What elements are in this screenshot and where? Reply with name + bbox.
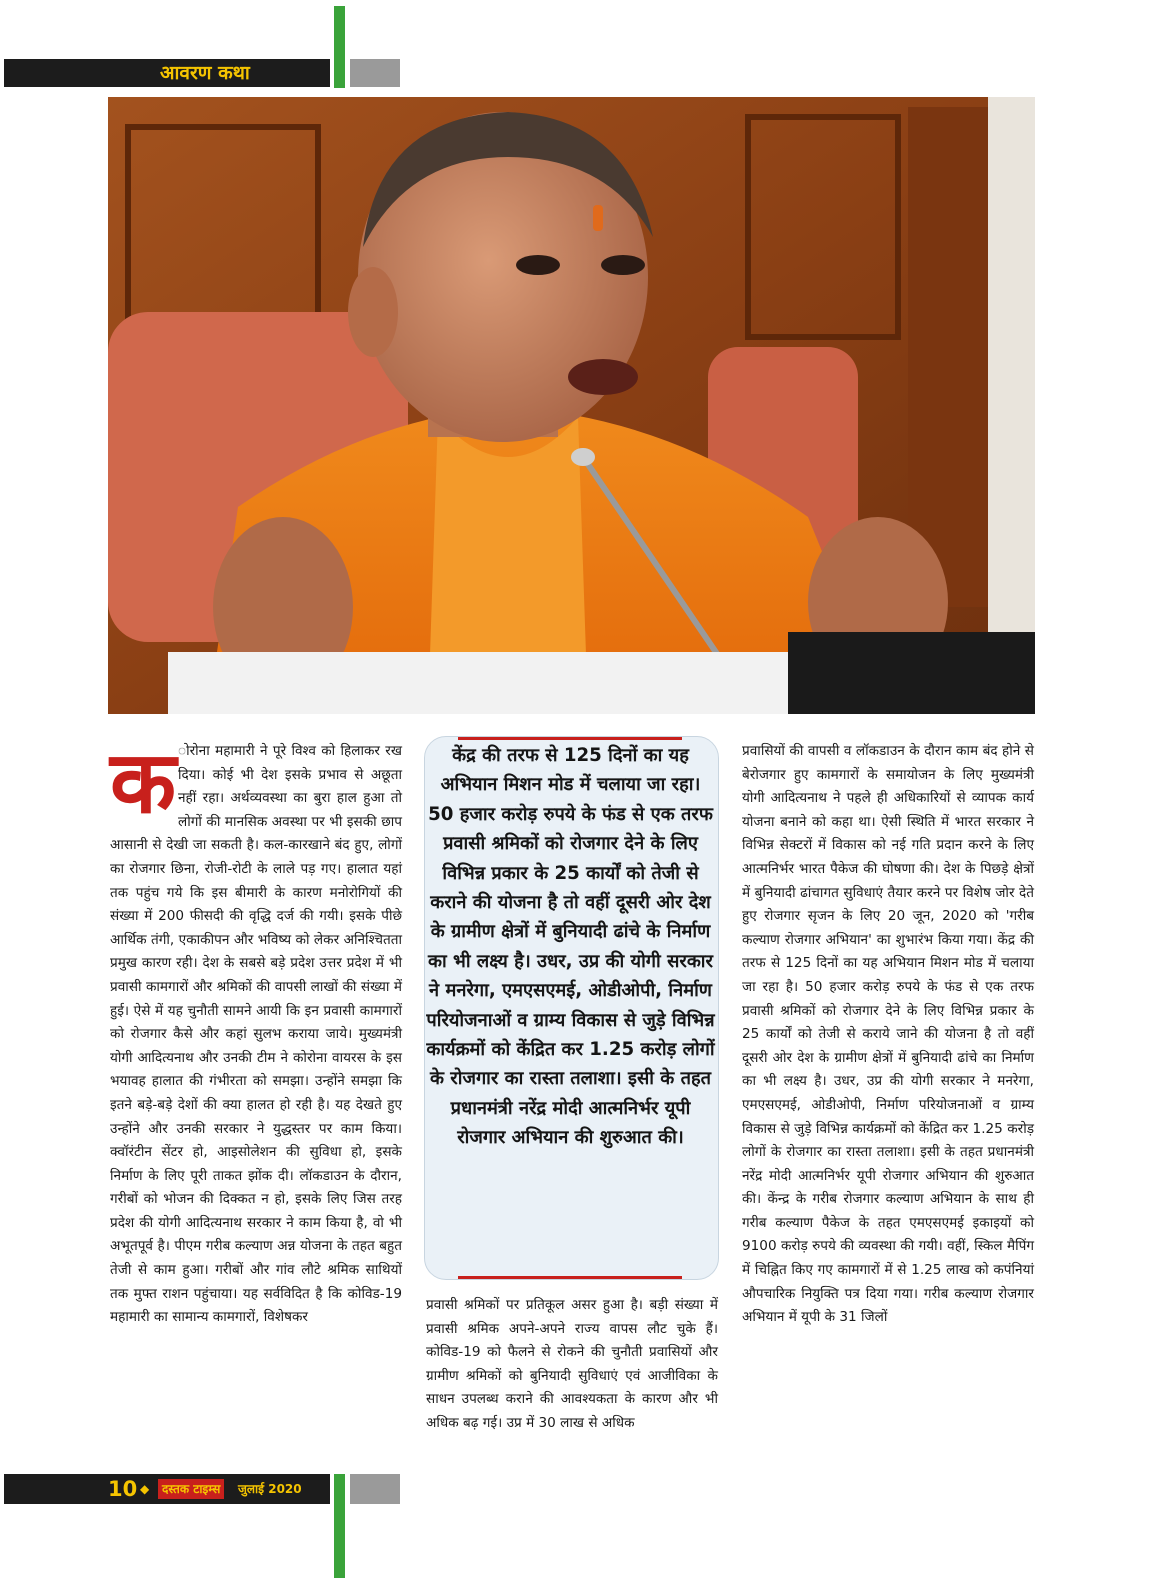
issue-date: जुलाई 2020 <box>238 1482 302 1496</box>
article-column-1 <box>110 732 402 1330</box>
column-2-text: प्रवासी श्रमिकों पर प्रतिकूल असर हुआ है। बड़ी संख्या में प्रवासी श्रमिक अपने-अपने राज्य वापस लौट चुके हैं। कोविड-19 को फैलने से रोकने की चुनौती प्रवासियों और ग्रामीण श्रमिकों को बुनियादी सुविधाएं एवं आजीविका के साधन उपलब्ध कराने की आवश्यकता के कारण और भी अधिक बढ़ गई। उप्र में 30 लाख से अधिक <box>426 1297 718 1431</box>
diamond-bullet-icon: ◆ <box>140 1482 150 1496</box>
portrait-photo <box>108 97 1035 714</box>
column-1-text: ोरोना महामारी ने पूरे विश्व को हिलाकर रख दिया। कोई भी देश इसके प्रभाव से अछूता नहीं रहा। अर्थव्यवस्था का बुरा हाल हुआ तो लोगों की मानसिक अवस्था पर भी इसकी छाप आसानी से देखी जा सकती है। कल-कारखाने बंद हुए, लोगों का रोजगार छिना, रोजी-रोटी के लाले पड़ गए। हालात यहां तक पहुंच गये कि इस बीमारी के कारण मनोरोगियों की संख्या में 200 फीसदी की वृद्धि दर्ज की गयी। इसके पीछे आर्थिक तंगी, एकाकीपन और भविष्य को लेकर अनिश्चितता प्रमुख कारण रही। देश के सबसे बड़े प्रदेश उत्तर प्रदेश में भी प्रवासी कामगारों और श्रमिकों की वापसी लाखों की संख्या में हुई। ऐसे में यह चुनौती सामने आयी कि इन प्रवासी कामगारों को रोजगार कैसे और कहां सुलभ कराया जाये। मुख्यमंत्री योगी आदित्यनाथ और उनकी टीम ने कोरोना वायरस के इस भयावह हालात की गंभीरता को समझा। उन्होंने समझा कि इतने बड़े-बड़े देशों की क्या हालत हो रही है। यह देखते हुए उन्होंने और उनकी सरकार ने युद्धस्तर पर काम किया। क्वॉरंटीन सेंटर हो, आइसोलेशन की सुविधा हो, इसके निर्माण के लिए पूरी ताकत झोंक दी। लॉकडाउन के दौरान, गरीबों को भोजन की दिक्कत न हो, इसके लिए जिस तरह प्रदेश की योगी आदित्यनाथ सरकार ने काम किया है, वो भी अभूतपूर्व है। पीएम गरीब कल्याण अन्न योजना के तहत बहुत तेजी से काम हुआ। गरीबों और गांव लौटे श्रमिक साथियों तक मुफ्त राशन पहुंचाया। यह सर्वविदित है कि कोविड-19 महामारी का सामान्य कामगारों, विशेषकर <box>110 743 402 1326</box>
page-number: 10 <box>108 1477 138 1501</box>
pull-quote-rule-top <box>458 737 682 740</box>
drop-cap: क <box>110 732 177 833</box>
magazine-name: दस्तक टाइम्स <box>158 1479 224 1499</box>
section-title: आवरण कथा <box>160 62 250 84</box>
column-3-text: प्रवासियों की वापसी व लॉकडाउन के दौरान काम बंद होने से बेरोजगार हुए कामगारों के समायोजन के लिए मुख्यमंत्री योगी आदित्यनाथ ने पहले ही अधिकारियों से व्यापक कार्य योजना बनाने को कहा था। ऐसी स्थिति में भारत सरकार ने विभिन्न सेक्टरों में विकास को नई गति प्रदान करने के लिए आत्मनिर्भर भारत पैकेज की घोषणा की। देश के पिछड़े क्षेत्रों में बुनियादी ढांचागत सुविधाएं तैयार करने पर विशेष जोर देते हुए रोजगार सृजन के लिए 20 जून, 2020 को 'गरीब कल्याण रोजगार अभियान' का शुभारंभ किया गया। केंद्र की तरफ से 125 दिनों का यह अभियान मिशन मोड में चलाया जा रहा है। 50 हजार करोड़ रुपये के फंड से एक तरफ प्रवासी श्रमिकों को रोजगार देने के लिए विभिन्न प्रकार के 25 कार्यों को तेजी से कराये जाने की योजना है तो वहीं दूसरी ओर देश के ग्रामीण क्षेत्रों में बुनियादी ढांचे का निर्माण का भी लक्ष्य है। उधर, उप्र की योगी सरकार ने मनरेगा, एमएसएमई, ओडीओपी, निर्माण परियोजनाओं व ग्राम्य विकास से जुड़े विभिन्न कार्यक्रमों को केंद्रित कर 1.25 करोड़ लोगों के रोजगार का रास्ता तलाशा। इसी के तहत प्रधानमंत्री नरेंद्र मोदी आत्मनिर्भर यूपी रोजगार अभियान की शुरुआत की। केंन्द्र के गरीब रोजगार कल्याण अभियान के साथ ही गरीब कल्याण पैकेज के तहत एमएसएमई इकाइयों को 9100 करोड़ रुपये की व्यवस्था की गयी। वहीं, स्किल मैपिंग में चिह्नित किए गए कामगारों में से 1.25 लाख को कपंनियां औपचारिक नियुक्ति पत्र दिया गया। गरीब कल्याण रोजगार अभियान में यूपी के 31 जिलों <box>742 743 1034 1326</box>
accent-stripe-top <box>334 6 345 88</box>
gray-block-bottom <box>350 1474 400 1504</box>
pull-quote-rule-bottom <box>458 1276 682 1279</box>
article-column-3 <box>742 740 1034 1330</box>
pull-quote-text: केंद्र की तरफ से 125 दिनों का यह अभियान मिशन मोड में चलाया जा रहा। 50 हजार करोड़ रुपये के फंड से एक तरफ प्रवासी श्रमिकों को रोजगार देने के लिए विभिन्न प्रकार के 25 कार्यों को तेजी से कराने की योजना है तो वहीं दूसरी ओर देश के ग्रामीण क्षेत्रों में बुनियादी ढांचे के निर्माण का भी लक्ष्य है। उधर, उप्र की योगी सरकार ने मनरेगा, एमएसएमई, ओडीओपी, निर्माण परियोजनाओं व ग्राम्य विकास से जुड़े विभिन्न कार्यक्रमों को केंद्रित कर 1.25 करोड़ लोगों के रोजगार का रास्ता तलाशा। इसी के तहत प्रधानमंत्री नरेंद्र मोदी आत्मनिर्भर यूपी रोजगार अभियान की शुरुआत की। <box>426 745 715 1149</box>
gray-block-top <box>350 59 400 87</box>
article-column-2 <box>426 1294 718 1436</box>
accent-stripe-bottom <box>334 1474 345 1578</box>
